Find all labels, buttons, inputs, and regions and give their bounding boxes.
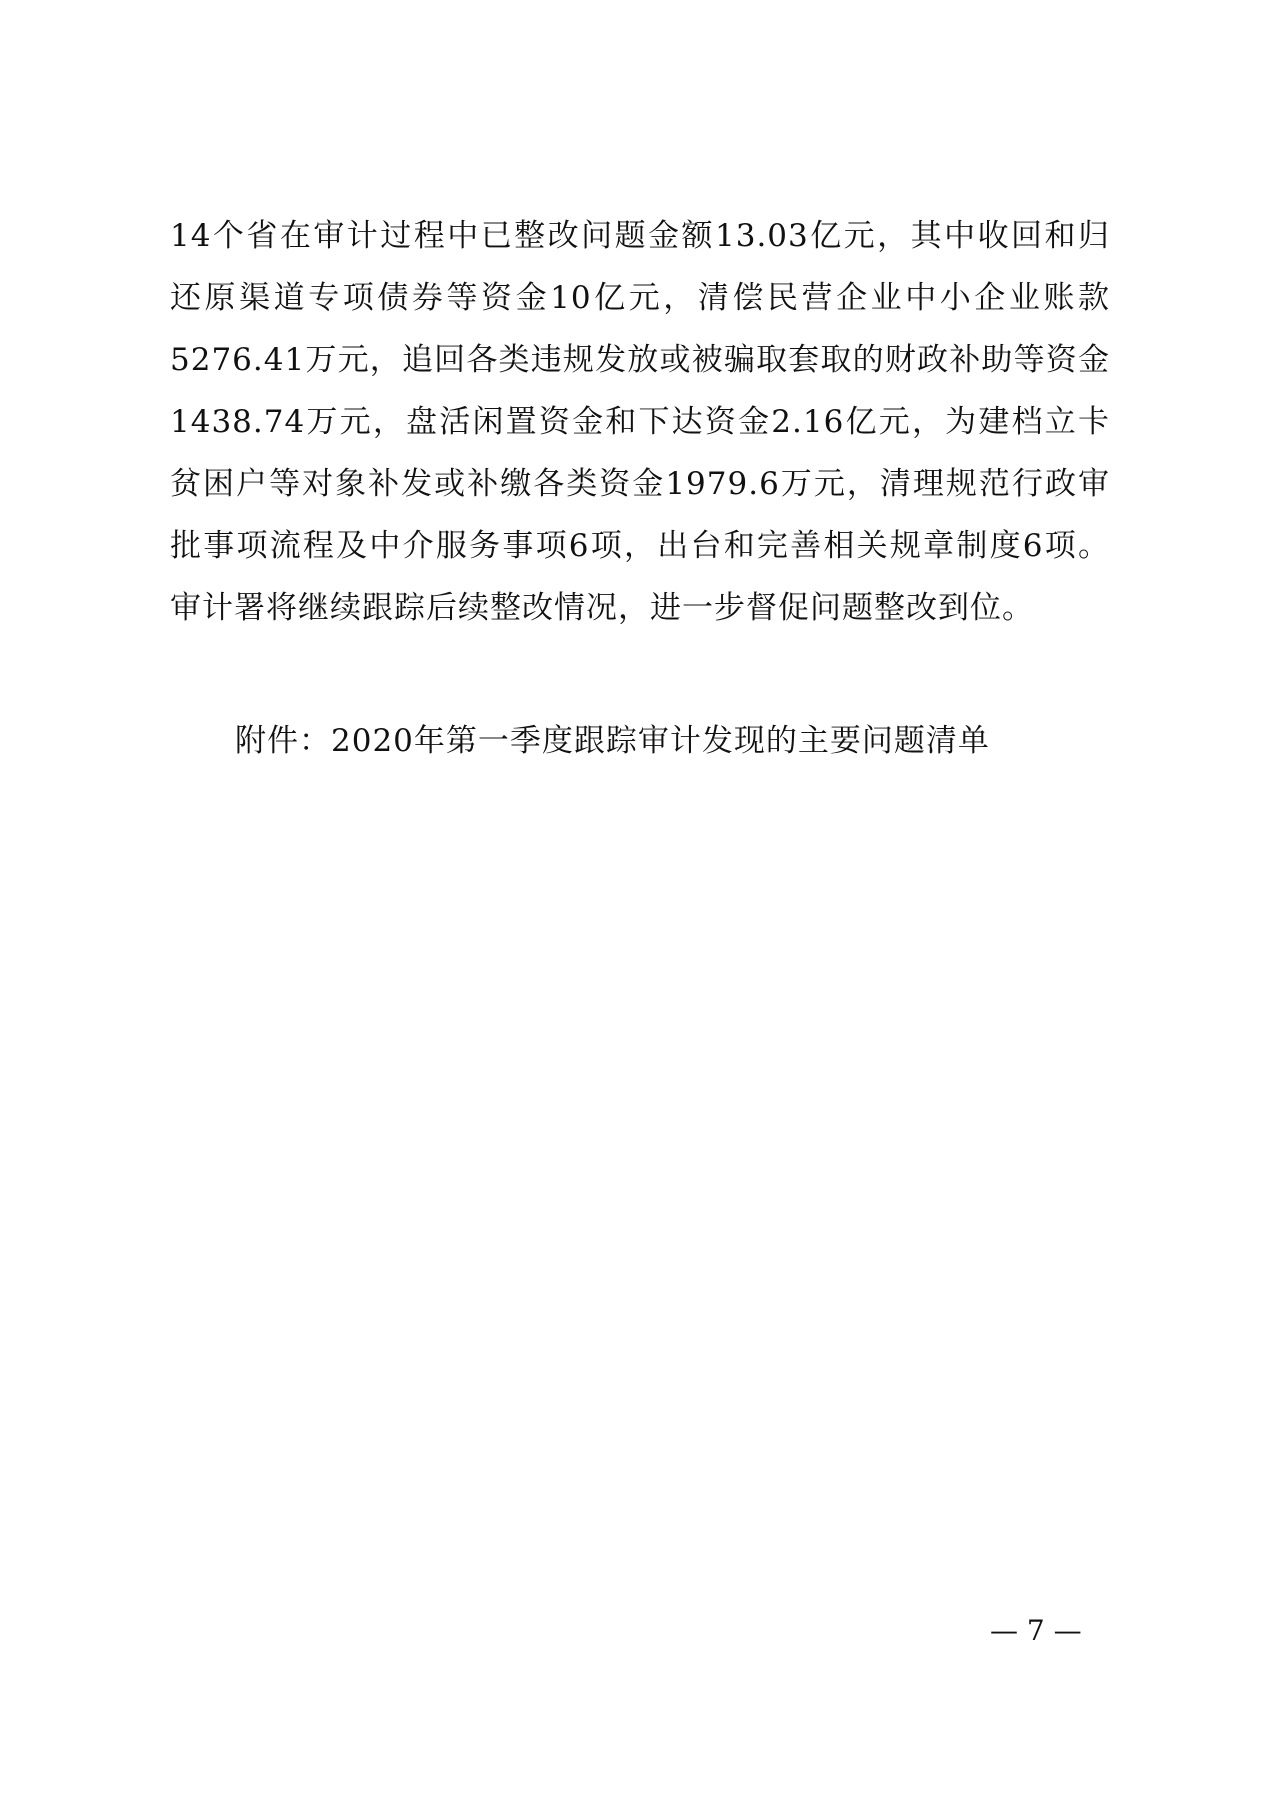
paragraph-line: 批事项流程及中介服务事项6项，出台和完善相关规章制度6项。: [170, 528, 1110, 564]
page-number: — 7 —: [990, 1614, 1082, 1647]
paragraph-line: 审计署将继续跟踪后续整改情况，进一步督促问题整改到位。: [170, 590, 1034, 626]
paragraph-line: 14个省在审计过程中已整改问题金额13.03亿元，其中收回和归: [170, 218, 1110, 254]
attachment-note: 附件：2020年第一季度跟踪审计发现的主要问题清单: [235, 723, 990, 759]
paragraph-line: 1438.74万元，盘活闲置资金和下达资金2.16亿元，为建档立卡: [170, 404, 1110, 440]
paragraph-line: 还原渠道专项债券等资金10亿元，清偿民营企业中小企业账款: [170, 280, 1110, 316]
paragraph-line: 贫困户等对象补发或补缴各类资金1979.6万元，清理规范行政审: [170, 466, 1110, 502]
paragraph-line: 5276.41万元，追回各类违规发放或被骗取套取的财政补助等资金: [170, 342, 1110, 378]
body-paragraph: [170, 218, 1110, 655]
